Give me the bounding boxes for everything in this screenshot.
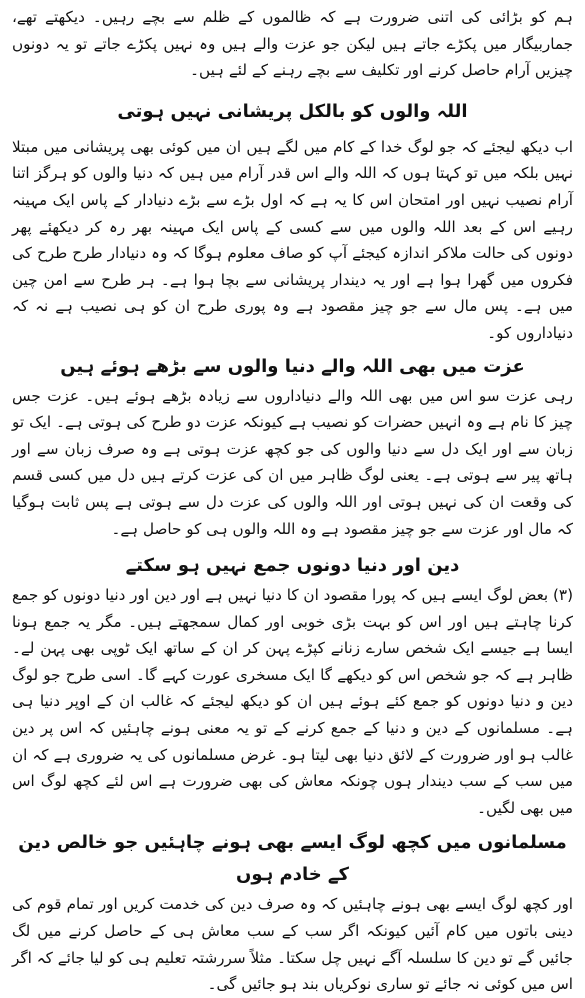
section-heading-religion-world: دین اور دنیا دونوں جمع نہیں ہو سکتے <box>125 555 460 577</box>
section-heading-servants-of-religion: مسلمانوں میں کچھ لوگ ایسے بھی ہونے چاہئیں جو خالص دین کے خادم ہوں <box>18 832 567 886</box>
section-heading-allah-people-no-worry: اللہ والوں کو بالکل پریشانی نہیں ہوتی <box>117 100 468 122</box>
section-paragraph-religion-world: (۳) بعض لوگ ایسے ہیں کہ پورا مقصود ان کا دنیا نہیں ہے اور دین اور دنیا دونوں کو جمع کرنا چاہتے ہیں اور اس کو بہت بڑی خوبی اور کمال سمجھتے ہیں۔ مگر یہ جمع ہونا ایسا ہے جیسے ایک شخص سارے زنانے کپڑے پہن کر ان کے ساتھ ایک ٹوپی بھی پہن لے۔ ظاہر ہے کہ جو شخص اس کو دیکھے گا ایک مسخری عورت کہے گا۔ اسی طرح جو لوگ دین و دنیا دونوں کو جمع کئے ہوئے ہیں ان کو دیکھ لیجئے کہ غالب ان کے اوپر دنیا ہی ہے۔ مسلمانوں کے دین و دنیا کے جمع کرنے کے تو یہ معنی ہونے چاہئیں کہ اس پر دین غالب ہو اور ضرورت کے لائق دنیا بھی لیتا ہو۔ غرض مسلمانوں کی یہ ضروری ہے کہ ان میں سب کے سب دیندار ہوں چونکہ معاش کی بھی ضرورت ہے اس لئے کچھ لوگ اس میں بھی لگیں۔ <box>12 586 573 817</box>
section-paragraph-servants-of-religion: اور کچھ لوگ ایسے بھی ہونے چاہئیں کہ وہ صرف دین کی خدمت کریں اور تمام قوم کی دینی باتوں میں کام آئیں کیونکہ اگر سب کے سب معاش ہی کے حاصل کرنے میں لگ جائیں گے تو دین کا سلسلہ آگے نہیں چل سکتا۔ مثلاً سررشتہ تعلیم ہی کو لیا جائے کہ اگر اس میں کوئی نہ جائے تو ساری نوکریاں بند ہو جائیں گی۔ <box>12 895 573 994</box>
opening-paragraph: ہم کو بڑائی کی اتنی ضرورت ہے کہ ظالموں کے ظلم سے بچے رہیں۔ دیکھتے تھے، جماربیگار میں پکڑے جاتے ہیں لیکن جو عزت والے ہیں وہ نہیں پکڑے جاتے تو یہ دونوں چیزیں آرام حاصل کرنے اور تکلیف سے بچے رہنے کے لئے ہیں۔ <box>12 8 573 80</box>
section-paragraph-honor: رہی عزت سو اس میں بھی اللہ والے دنیاداروں سے زیادہ بڑھے ہوئے ہیں۔ عزت جس چیز کا نام ہے وہ انہیں حضرات کو نصیب ہے کیونکہ عزت دو طرح کی ہوتی ہے۔ ایک تو زبان سے اور ایک دل سے دنیا والوں کی جو کچھ عزت ہوتی ہے وہ صرف زبان سے اور ہاتھ پیر سے ہوتی ہے۔ یعنی لوگ ظاہر میں ان کی عزت کرتے ہیں دل میں کسی قسم کی وقعت ان کی نہیں ہوتی اور اللہ والوں کی عزت دل سے ہوتی ہے پس ثابت ہوگیا کہ مال اور عزت سے جو چیز مقصود ہے وہ اللہ والوں ہی کو حاصل ہے۔ <box>12 386 573 538</box>
section-paragraph-allah-people-no-worry: اب دیکھ لیجئے کہ جو لوگ خدا کے کام میں لگے ہیں ان میں کوئی بھی پریشانی میں مبتلا نہیں بلکہ میں تو کہتا ہوں کہ اللہ والے اس قدر آرام میں ہیں کہ دنیا والوں کو ہرگز اتنا آرام نصیب نہیں اور امتحان اس کا یہ ہے کہ اول بڑے سے بڑے دنیادار کے پاس ایک مہینہ رہیے اس کے بعد اللہ والوں میں سے کسی کے پاس ایک مہینہ بھر رہ کر دیکھئے پھر دونوں کی حالت ملاکر اندازہ کیجئے آپ کو صاف معلوم ہوگا کہ وہ دنیادار طرح طرح کی فکروں میں گھرا ہوا ہے اور یہ دیندار پریشانی سے بچا ہوا ہے۔ ہر طرح سے امن چین میں ہے۔ پس مال سے جو چیز مقصود ہے وہ پوری طرح ان کو ہی نصیب ہے نہ کہ دنیاداروں کو۔ <box>12 137 573 342</box>
section-heading-honor: عزت میں بھی اللہ والے دنیا والوں سے بڑھے ہوئے ہیں <box>60 355 525 377</box>
